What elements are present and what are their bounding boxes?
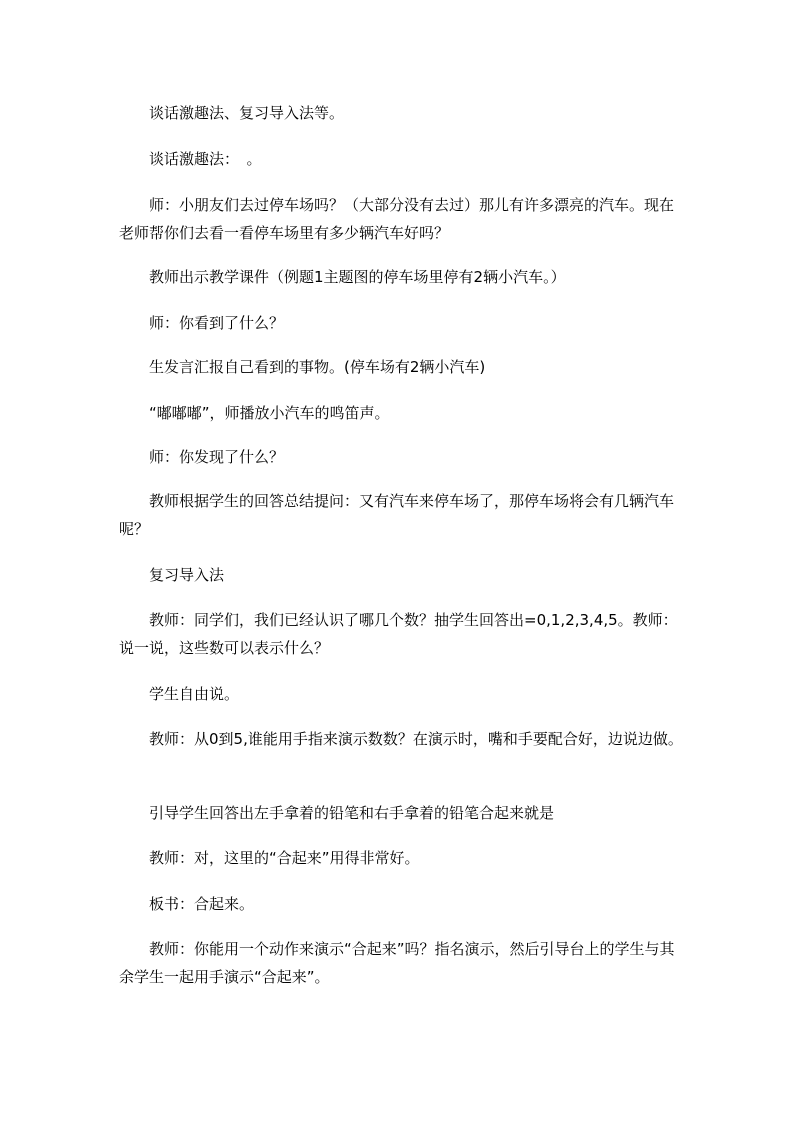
paragraph-2: 谈话激趣法： 。 bbox=[149, 150, 262, 168]
paragraph-17: 教师：你能用一个动作来演示“合起来”吗？指名演示，然后引导台上的学生与其余学生一起用手演示“合起来”。 bbox=[119, 940, 675, 986]
paragraph-11: 教师：同学们，我们已经认识了哪几个数？抽学生回答出=0,1,2,3,4,5。教师：说一说，这些数可以表示什么？ bbox=[119, 611, 678, 657]
paragraph-16: 板书：合起来。 bbox=[149, 895, 255, 913]
paragraph-9: 教师根据学生的回答总结提问：又有汽车来停车场了，那停车场将会有几辆汽车呢？ bbox=[119, 492, 675, 538]
paragraph-10: 复习导入法 bbox=[149, 566, 225, 584]
paragraph-1: 谈话激趣法、复习导入法等。 bbox=[149, 104, 345, 122]
paragraph-8: 师：你发现了什么？ bbox=[149, 448, 285, 466]
paragraph-12: 学生自由说。 bbox=[149, 685, 240, 703]
paragraph-14: 引导学生回答出左手拿着的铅笔和右手拿着的铅笔合起来就是 bbox=[149, 804, 555, 822]
paragraph-13: 教师：从0到5,谁能用手指来演示数数？在演示时，嘴和手要配合好，边说边做。 bbox=[149, 730, 683, 748]
paragraph-5: 师：你看到了什么？ bbox=[149, 314, 285, 332]
paragraph-4: 教师出示教学课件（例题1主题图的停车场里停有2辆小汽车。） bbox=[149, 268, 566, 286]
paragraph-7: “嘟嘟嘟”，师播放小汽车的鸣笛声。 bbox=[149, 404, 390, 422]
paragraph-6: 生发言汇报自己看到的事物。(停车场有2辆小汽车) bbox=[149, 358, 486, 376]
paragraph-15: 教师：对，这里的“合起来”用得非常好。 bbox=[149, 849, 420, 867]
paragraph-3: 师：小朋友们去过停车场吗？（大部分没有去过）那儿有许多漂亮的汽车。现在老师帮你们去看一看停车场里有多少辆汽车好吗？ bbox=[119, 196, 675, 242]
